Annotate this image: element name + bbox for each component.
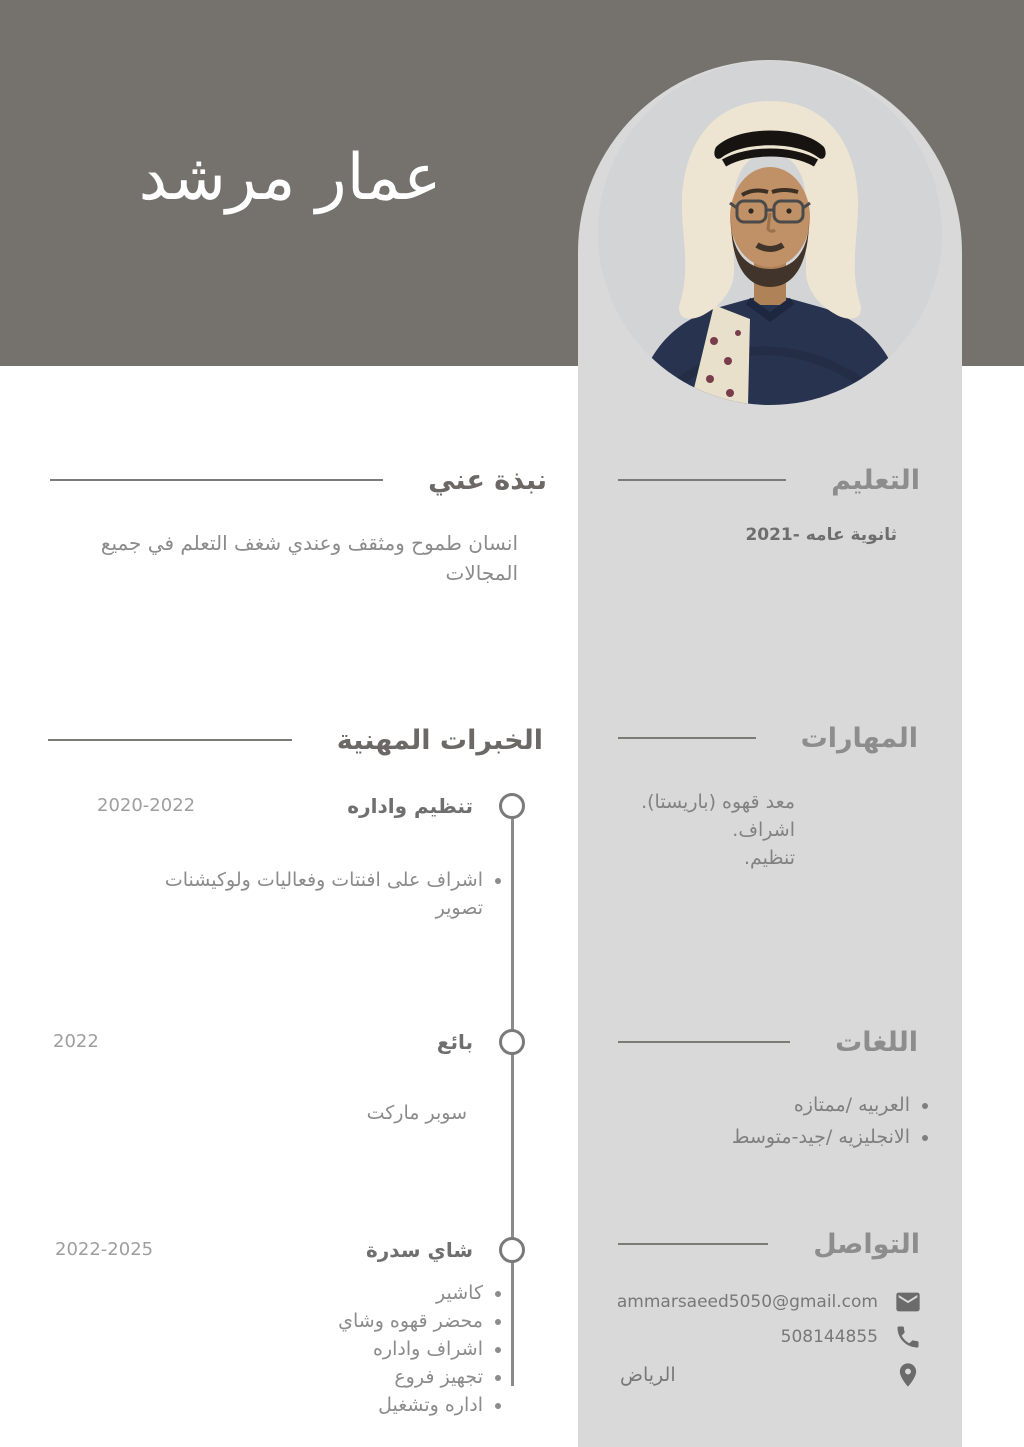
contact-phone-row — [620, 1321, 922, 1353]
job-bullet: • اشراف على افنتات وفعاليات ولوكيشنات تصوير — [135, 866, 483, 922]
person-name: عمار مرشد — [138, 141, 442, 215]
section-about-header — [50, 458, 547, 502]
job-bullet: • اشراف واداره — [150, 1335, 483, 1363]
section-contact-header — [618, 1222, 920, 1266]
education-title: التعليم — [831, 464, 920, 496]
timeline-node — [499, 1029, 525, 1055]
profile-photo — [598, 61, 942, 405]
timeline-node — [499, 793, 525, 819]
section-experience-header — [48, 718, 543, 762]
languages-list — [620, 1089, 930, 1153]
section-divider — [618, 1041, 790, 1043]
phone-icon — [894, 1323, 922, 1351]
job-company: سوبر ماركت — [366, 1102, 467, 1124]
skill-item: تنظيم. — [743, 847, 795, 869]
contact-phone: 508144855 — [780, 1327, 878, 1347]
about-title: نبذة عني — [428, 464, 547, 496]
envelope-icon — [894, 1288, 922, 1316]
job-title: بائع — [436, 1030, 473, 1054]
contact-location-row — [620, 1356, 922, 1394]
job-period: 2020-2022 — [97, 795, 196, 816]
contact-email-row — [616, 1286, 922, 1318]
section-skills-header — [618, 716, 918, 760]
job-period: 2022 — [53, 1031, 99, 1052]
section-divider — [618, 1243, 768, 1245]
about-text: انسان طموح ومثقف وعندي شغف التعلم في جميع المجالات — [100, 531, 518, 585]
section-divider — [618, 737, 756, 739]
timeline-line — [511, 806, 514, 1386]
skills-title: المهارات — [800, 722, 918, 754]
contact-email: ammarsaeed5050@gmail.com — [616, 1292, 878, 1312]
job-bullet: • محضر قهوه وشاي — [150, 1307, 483, 1335]
section-languages-header — [618, 1020, 918, 1064]
job-title: شاي سدرة — [365, 1238, 473, 1262]
contact-rows — [616, 1286, 922, 1394]
job-title: تنظيم واداره — [347, 794, 473, 818]
language-item: • الانجليزيه /جيد-متوسط — [620, 1121, 910, 1153]
section-divider — [50, 479, 383, 481]
skill-item: اشراف. — [732, 819, 795, 841]
section-divider — [48, 739, 292, 741]
job-bullet: • اداره وتشغيل — [150, 1391, 483, 1419]
experience-title: الخبرات المهنية — [336, 724, 543, 756]
location-pin-icon — [894, 1361, 922, 1389]
section-divider — [618, 479, 786, 481]
job-period: 2022-2025 — [55, 1239, 154, 1260]
job-bullet: • كاشير — [150, 1279, 483, 1307]
education-item: ثانوية عامه -2021 — [745, 525, 897, 545]
skills-list — [600, 788, 795, 872]
timeline-node — [499, 1237, 525, 1263]
skill-item: معد قهوه (باريستا). — [641, 791, 795, 813]
job-bullet-list — [150, 1279, 501, 1419]
job-bullet: • تجهيز فروع — [150, 1363, 483, 1391]
languages-title: اللغات — [835, 1026, 918, 1058]
contact-city: الرياض — [620, 1364, 676, 1386]
language-item: • العربيه /ممتازه — [620, 1089, 910, 1121]
section-education-header — [618, 458, 920, 502]
job-bullet-list — [135, 866, 501, 922]
contact-title: التواصل — [813, 1228, 920, 1260]
portrait-illustration — [598, 61, 942, 405]
